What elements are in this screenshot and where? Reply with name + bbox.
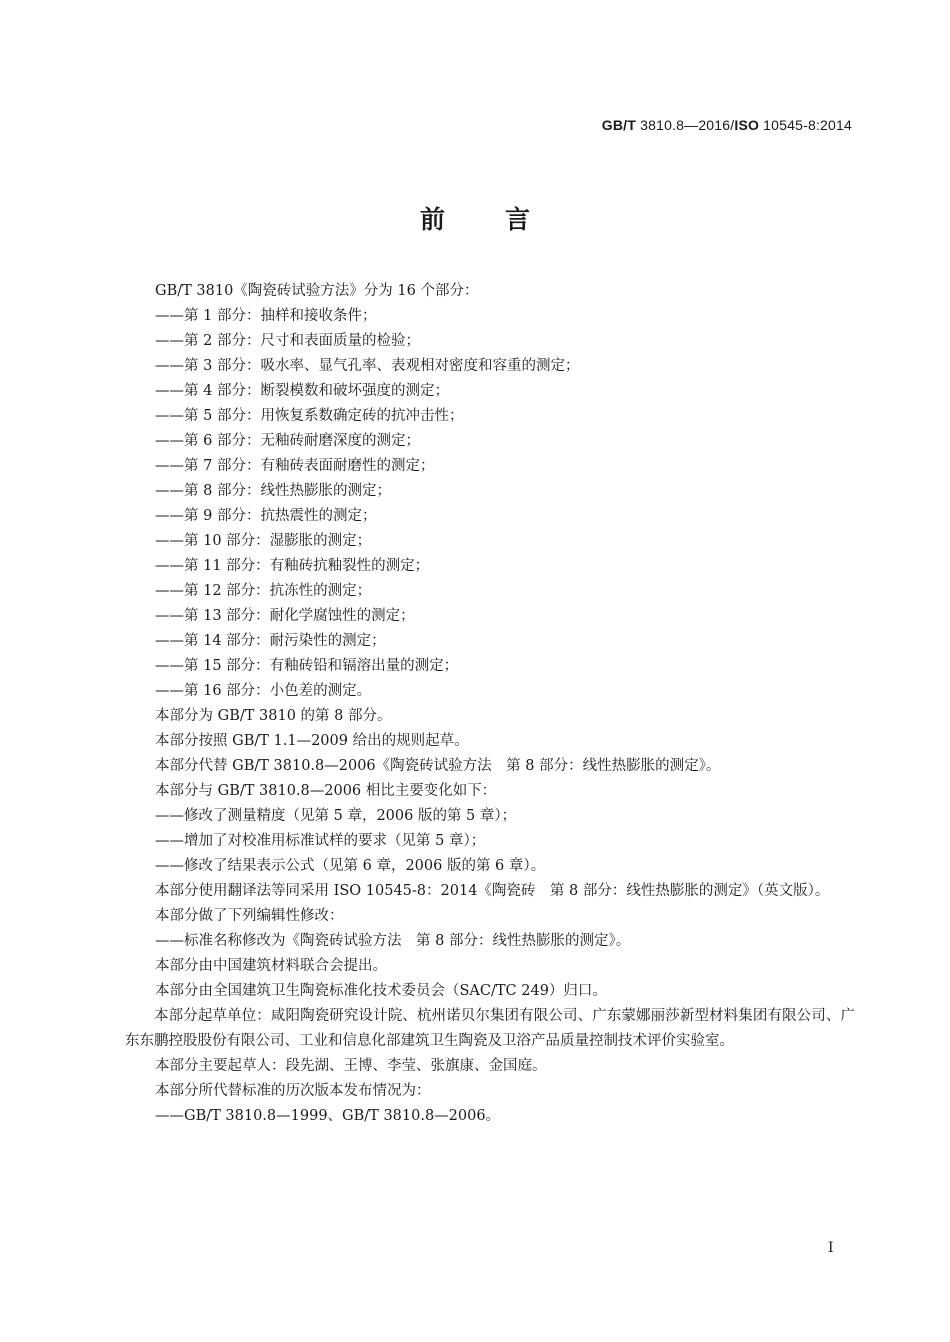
history-item: ——GB/T 3810.8—1999、GB/T 3810.8—2006。 <box>155 1108 501 1124</box>
change-item: ——修改了测量精度（见第 5 章，2006 版的第 5 章）； <box>155 808 517 824</box>
foreword-body <box>125 279 860 1129</box>
proposed-by-line: 本部分由中国建筑材料联合会提出。 <box>155 958 387 974</box>
intro-line: GB/T 3810《陶瓷砖试验方法》分为 16 个部分： <box>155 283 479 299</box>
statement-line: 本部分为 GB/T 3810 的第 8 部分。 <box>155 708 392 724</box>
part-item: ——第 8 部分：线性热膨胀的测定； <box>155 483 391 499</box>
part-item: ——第 15 部分：有釉砖铅和镉溶出量的测定； <box>155 658 459 674</box>
part-item: ——第 6 部分：无釉砖耐磨深度的测定； <box>155 433 420 449</box>
iso-code: ISO <box>734 117 760 133</box>
page-title: 前言 <box>419 205 590 234</box>
part-item: ——第 3 部分：吸水率、显气孔率、表观相对密度和容重的测定； <box>155 358 580 374</box>
part-item: ——第 2 部分：尺寸和表面质量的检验； <box>155 333 420 349</box>
change-item: ——修改了结果表示公式（见第 6 章，2006 版的第 6 章）。 <box>155 858 546 874</box>
part-item: ——第 13 部分：耐化学腐蚀性的测定； <box>155 608 415 624</box>
statement-line: 本部分与 GB/T 3810.8—2006 相比主要变化如下： <box>155 783 497 799</box>
part-item: ——第 12 部分：抗冻性的测定； <box>155 583 372 599</box>
part-item: ——第 1 部分：抽样和接收条件； <box>155 308 377 324</box>
part-item: ——第 10 部分：湿膨胀的测定； <box>155 533 372 549</box>
editorial-intro: 本部分做了下列编辑性修改： <box>155 908 344 924</box>
history-intro: 本部分所代替标准的历次版本发布情况为： <box>155 1083 431 1099</box>
centralized-by-line: 本部分由全国建筑卫生陶瓷标准化技术委员会（SAC/TC 249）归口。 <box>155 983 607 999</box>
part-item: ——第 11 部分：有釉砖抗釉裂性的测定； <box>155 558 430 574</box>
adoption-line: 本部分使用翻译法等同采用 ISO 10545-8：2014《陶瓷砖 第 8 部分：线性热膨胀的测定》（英文版）。 <box>155 883 830 899</box>
part-item: ——第 4 部分：断裂模数和破坏强度的测定； <box>155 383 449 399</box>
page-number: I <box>828 1240 834 1256</box>
statement-line: 本部分按照 GB/T 1.1—2009 给出的规则起草。 <box>155 733 469 749</box>
statement-line: 本部分代替 GB/T 3810.8—2006《陶瓷砖试验方法 第 8 部分：线性热膨胀的测定》。 <box>155 758 721 774</box>
part-item: ——第 16 部分：小色差的测定。 <box>155 683 372 699</box>
drafters-line: 本部分主要起草人：段先湖、王博、李莹、张旗康、金国庭。 <box>155 1058 547 1074</box>
change-item: ——增加了对校准用标准试样的要求（见第 5 章）； <box>155 833 486 849</box>
document-identifier <box>602 117 852 133</box>
standard-number: 3810.8—2016/ <box>636 117 735 133</box>
editorial-item: ——标准名称修改为《陶瓷砖试验方法 第 8 部分：线性热膨胀的测定》。 <box>155 933 631 949</box>
part-item: ——第 7 部分：有釉砖表面耐磨性的测定； <box>155 458 435 474</box>
part-item: ——第 9 部分：抗热震性的测定； <box>155 508 377 524</box>
part-item: ——第 5 部分：用恢复系数确定砖的抗冲击性； <box>155 408 464 424</box>
standard-code: GB/T <box>601 117 637 133</box>
part-item: ——第 14 部分：耐污染性的测定； <box>155 633 386 649</box>
drafting-units-paragraph: 本部分起草单位：咸阳陶瓷研究设计院、杭州诺贝尔集团有限公司、广东蒙娜丽莎新型材料集团有限公司、广东东鹏控股股份有限公司、工业和信息化部建筑卫生陶瓷及卫浴产品质量控制技术评价实验室。 <box>125 1008 855 1049</box>
iso-number: 10545-8:2014 <box>759 117 852 133</box>
